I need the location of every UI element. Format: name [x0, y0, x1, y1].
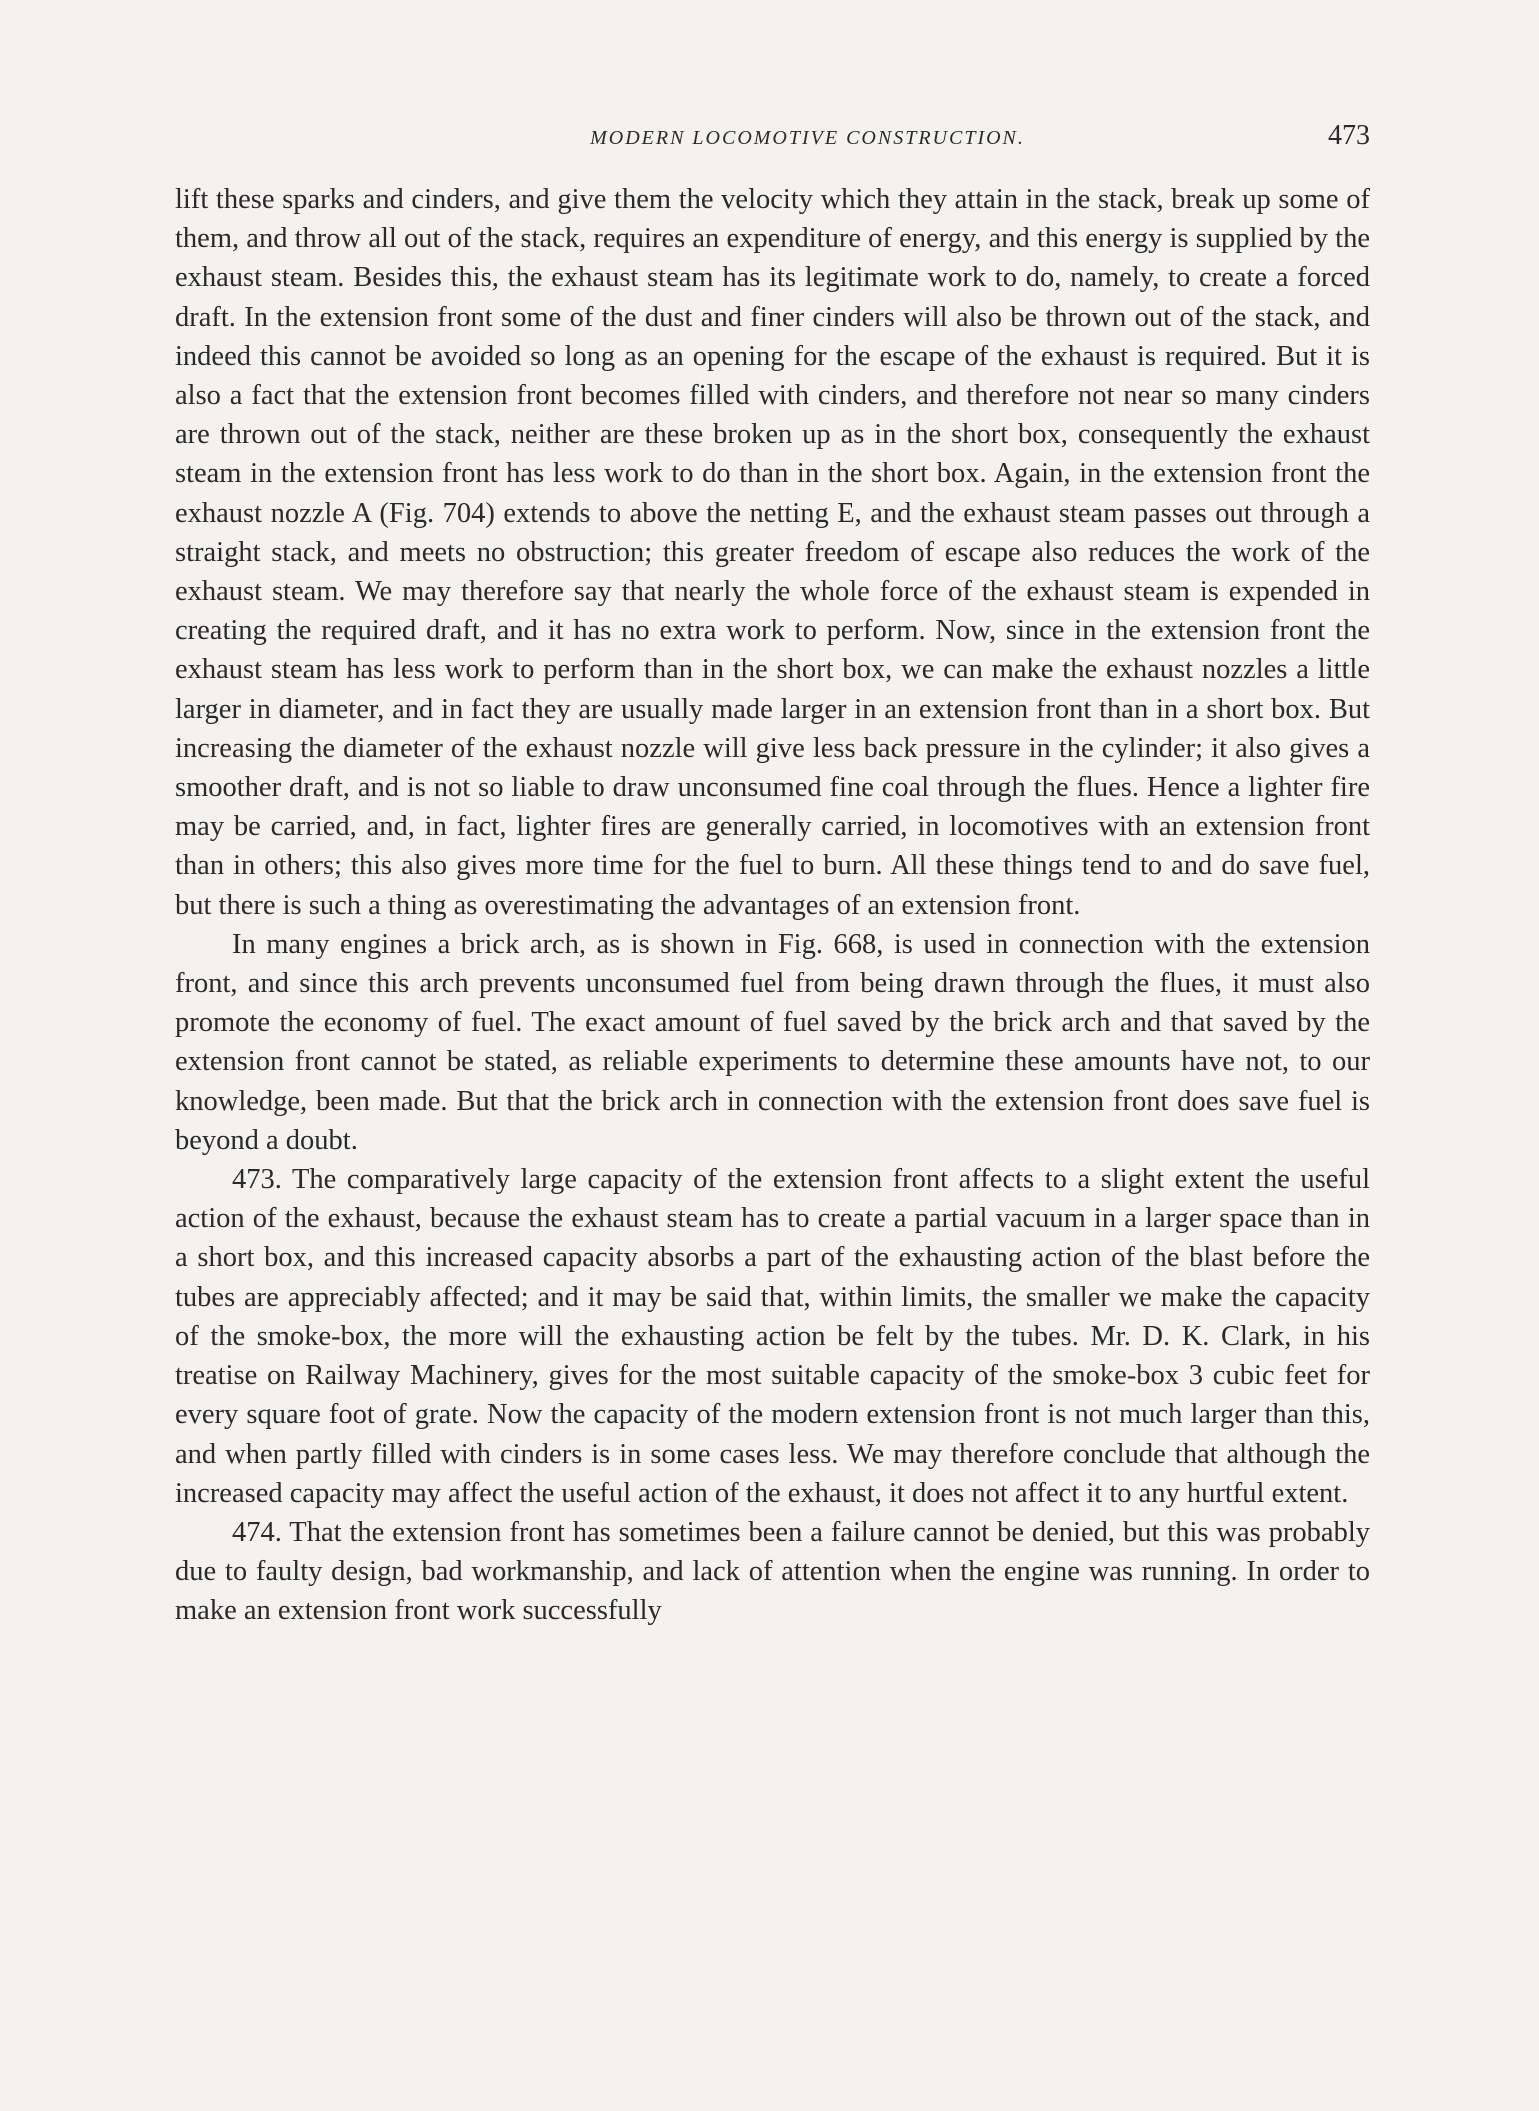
body-text	[175, 180, 1370, 1631]
paragraph-473: 473. The comparatively large capacity of the extension front affects to a slight extent the useful action of the exhaust, because the exhaust steam has to create a partial vacuum in a larger space than in a short box, and this increased capacity absorbs a part of the exhausting action of the blast before the tubes are appreciably affected; and it may be said that, within limits, the smaller we make the capacity of the smoke-box, the more will the exhausting action be felt by the tubes. Mr. D. K. Clark, in his treatise on Railway Machinery, gives for the most suitable capacity of the smoke-box 3 cubic feet for every square foot of grate. Now the capacity of the modern extension front is not much larger than this, and when partly filled with cinders is in some cases less. We may therefore conclude that although the increased capacity may affect the useful action of the exhaust, it does not affect it to any hurtful extent.	[175, 1164, 1370, 1509]
paragraph-474: 474. That the extension front has sometimes been a failure cannot be denied, but this was probably due to faulty design, bad workmanship, and lack of attention when the engine was running. In order to make an extension front work successfully	[175, 1516, 1370, 1627]
paragraph-continued: lift these sparks and cinders, and give them the velocity which they attain in the stack, break up some of them, and throw all out of the stack, requires an expenditure of energy, and this energy is supplied by the exhaust steam. Besides this, the exhaust steam has its legitimate work to do, namely, to create a forced draft. In the extension front some of the dust and finer cinders will also be thrown out of the stack, and indeed this cannot be avoided so long as an opening for the escape of the exhaust is required. But it is also a fact that the extension front becomes filled with cinders, and therefore not near so many cinders are thrown out of the stack, neither are these broken up as in the short box, consequently the exhaust steam in the extension front has less work to do than in the short box. Again, in the extension front the exhaust nozzle A (Fig. 704) extends to above the netting E, and the exhaust steam passes out through a straight stack, and meets no obstruction; this greater freedom of escape also reduces the work of the exhaust steam. We may therefore say that nearly the whole force of the exhaust steam is expended in creating the required draft, and it has no extra work to perform. Now, since in the extension front the exhaust steam has less work to perform than in the short box, we can make the exhaust nozzles a little larger in diameter, and in fact they are usually made larger in an extension front than in a short box. But increasing the diameter of the exhaust nozzle will give less back pressure in the cylinder; it also gives a smoother draft, and is not so liable to draw unconsumed fine coal through the flues. Hence a lighter fire may be carried, and, in fact, lighter fires are generally carried, in locomotives with an extension front than in others; this also gives more time for the fuel to burn. All these things tend to and do save fuel, but there is such a thing as overestimating the advantages of an extension front.	[175, 184, 1370, 921]
paragraph-brick-arch: In many engines a brick arch, as is shown in Fig. 668, is used in connection with the extension front, and since this arch prevents unconsumed fuel from being drawn through the flues, it must also promote the economy of fuel. The exact amount of fuel saved by the brick arch and that saved by the extension front cannot be stated, as reliable experiments to determine these amounts have not, to our knowledge, been made. But that the brick arch in connection with the extension front does save fuel is beyond a doubt.	[175, 928, 1370, 1156]
page-number: 473	[1328, 120, 1370, 151]
running-title: MODERN LOCOMOTIVE CONSTRUCTION.	[590, 127, 1025, 149]
running-head	[175, 120, 1370, 154]
